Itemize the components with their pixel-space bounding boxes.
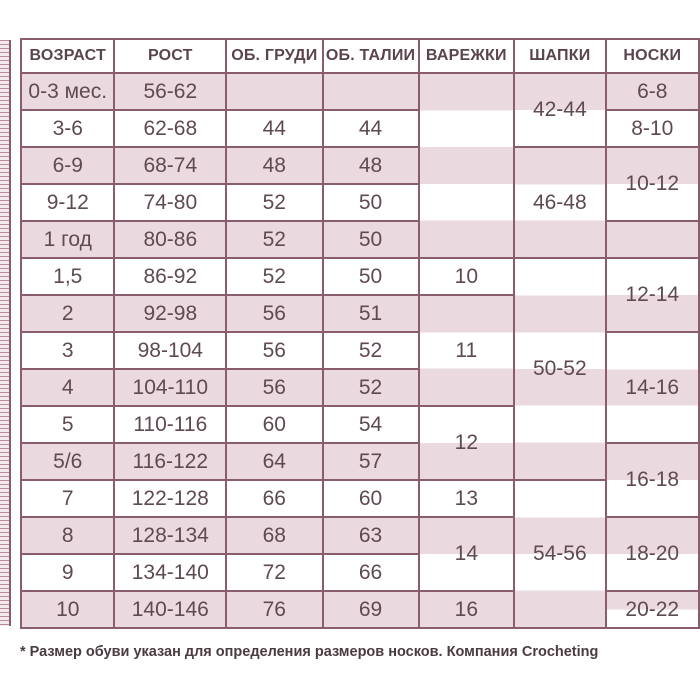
waist-cell	[324, 74, 420, 111]
header-row	[20, 38, 700, 74]
waist-cell: 52	[324, 333, 420, 370]
age-cell: 0-3 мес.	[20, 74, 115, 111]
socks-cell: 12-14	[607, 259, 700, 333]
left-ruler-decoration	[0, 40, 11, 626]
height-cell: 80-86	[115, 222, 227, 259]
hats-cell: 50-52	[515, 259, 606, 481]
chest-cell: 56	[227, 370, 323, 407]
chest-cell: 52	[227, 185, 323, 222]
age-cell: 1,5	[20, 259, 115, 296]
height-cell: 128-134	[115, 518, 227, 555]
age-cell: 2	[20, 296, 115, 333]
chest-cell: 72	[227, 555, 323, 592]
height-cell: 56-62	[115, 74, 227, 111]
mittens-cell: 16	[420, 592, 516, 629]
chest-cell: 68	[227, 518, 323, 555]
height-cell: 62-68	[115, 111, 227, 148]
table-row	[20, 259, 700, 296]
header-waist: ОБ. ТАЛИИ	[324, 38, 420, 74]
age-cell: 5/6	[20, 444, 115, 481]
waist-cell: 51	[324, 296, 420, 333]
height-cell: 74-80	[115, 185, 227, 222]
waist-cell: 57	[324, 444, 420, 481]
socks-cell: 6-8	[607, 74, 700, 111]
chest-cell: 60	[227, 407, 323, 444]
chest-cell: 76	[227, 592, 323, 629]
height-cell: 86-92	[115, 259, 227, 296]
chest-cell: 48	[227, 148, 323, 185]
header-height: РОСТ	[115, 38, 227, 74]
waist-cell: 50	[324, 222, 420, 259]
socks-cell: 10-12	[607, 148, 700, 222]
socks-cell: 14-16	[607, 333, 700, 444]
chest-cell: 44	[227, 111, 323, 148]
age-cell: 6-9	[20, 148, 115, 185]
age-cell: 10	[20, 592, 115, 629]
table-row	[20, 481, 700, 518]
height-cell: 98-104	[115, 333, 227, 370]
socks-cell: 8-10	[607, 111, 700, 148]
chest-cell: 56	[227, 296, 323, 333]
header-age: ВОЗРАСТ	[20, 38, 115, 74]
footnote: * Размер обуви указан для определения размеров носков. Компания Crocheting	[20, 644, 599, 660]
chest-cell	[227, 74, 323, 111]
age-cell: 9-12	[20, 185, 115, 222]
waist-cell: 60	[324, 481, 420, 518]
age-cell: 8	[20, 518, 115, 555]
age-cell: 7	[20, 481, 115, 518]
socks-cell: 18-20	[607, 518, 700, 592]
hats-cell: 54-56	[515, 481, 606, 629]
mittens-cell: 10	[420, 259, 516, 296]
chest-cell: 64	[227, 444, 323, 481]
height-cell: 68-74	[115, 148, 227, 185]
socks-cell	[607, 222, 700, 259]
size-table	[20, 38, 700, 629]
waist-cell: 48	[324, 148, 420, 185]
age-cell: 3-6	[20, 111, 115, 148]
height-cell: 116-122	[115, 444, 227, 481]
table-row	[20, 74, 700, 111]
mittens-cell: 11	[420, 296, 516, 407]
age-cell: 4	[20, 370, 115, 407]
mittens-cell: 12	[420, 407, 516, 481]
size-chart	[20, 38, 700, 629]
waist-cell: 54	[324, 407, 420, 444]
header-socks: НОСКИ	[607, 38, 700, 74]
header-chest: ОБ. ГРУДИ	[227, 38, 323, 74]
chest-cell: 56	[227, 333, 323, 370]
age-cell: 9	[20, 555, 115, 592]
header-hats: ШАПКИ	[515, 38, 606, 74]
height-cell: 104-110	[115, 370, 227, 407]
mittens-cell	[420, 74, 516, 259]
hats-cell: 42-44	[515, 74, 606, 148]
socks-cell: 20-22	[607, 592, 700, 629]
height-cell: 92-98	[115, 296, 227, 333]
waist-cell: 52	[324, 370, 420, 407]
waist-cell: 44	[324, 111, 420, 148]
age-cell: 5	[20, 407, 115, 444]
waist-cell: 66	[324, 555, 420, 592]
mittens-cell: 14	[420, 518, 516, 592]
chest-cell: 66	[227, 481, 323, 518]
table-row	[20, 148, 700, 185]
age-cell: 1 год	[20, 222, 115, 259]
waist-cell: 50	[324, 185, 420, 222]
height-cell: 122-128	[115, 481, 227, 518]
socks-cell: 16-18	[607, 444, 700, 518]
chest-cell: 52	[227, 259, 323, 296]
mittens-cell: 13	[420, 481, 516, 518]
height-cell: 140-146	[115, 592, 227, 629]
waist-cell: 69	[324, 592, 420, 629]
header-mittens: ВАРЕЖКИ	[420, 38, 516, 74]
chest-cell: 52	[227, 222, 323, 259]
height-cell: 134-140	[115, 555, 227, 592]
age-cell: 3	[20, 333, 115, 370]
waist-cell: 63	[324, 518, 420, 555]
waist-cell: 50	[324, 259, 420, 296]
hats-cell: 46-48	[515, 148, 606, 259]
height-cell: 110-116	[115, 407, 227, 444]
